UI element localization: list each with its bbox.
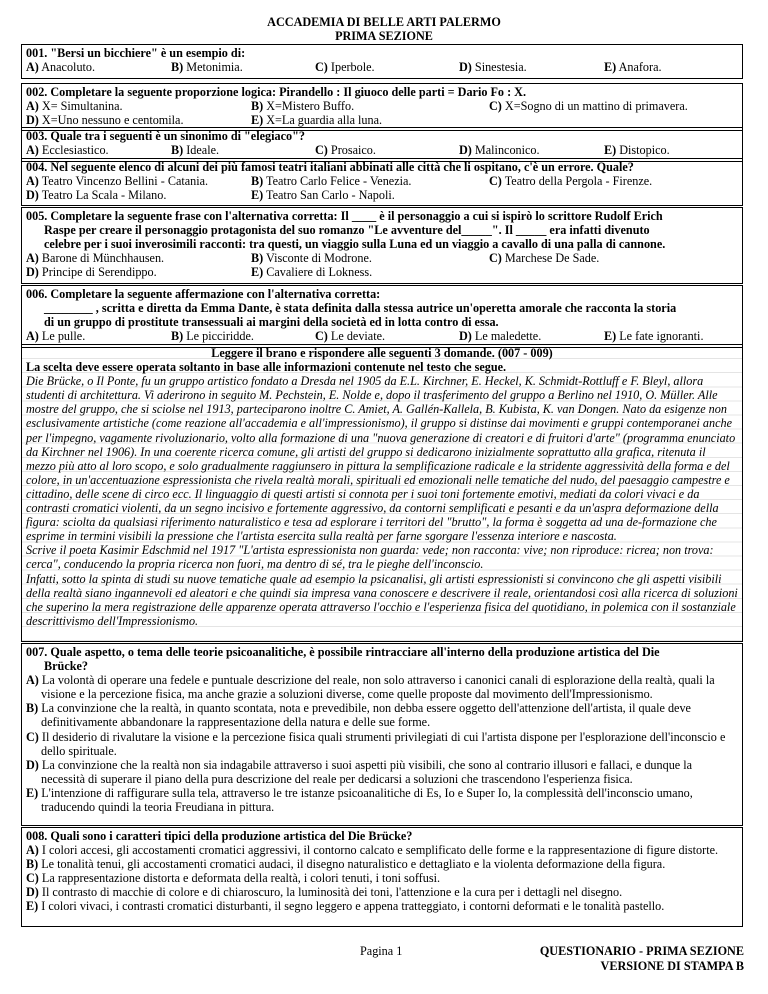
option-c: C) Prosaico. [315, 143, 376, 158]
question-text: 002. Completare la seguente proporzione logica: Pirandello : Il giuoco delle parti = Dario Fo : X. [26, 85, 527, 99]
option-b: B) Le tonalità tenui, gli accostamenti cromatici audaci, il disegno naturalistico e dettagliato e la violenta deformazione della figura. [26, 857, 666, 872]
option-d: D) Le maledette. [459, 329, 542, 344]
options-list [26, 673, 738, 814]
option-c: C) X=Sogno di un mattino di primavera. [489, 99, 688, 114]
option-b: B) Ideale. [171, 143, 220, 158]
question-text: 008. Quali sono i caratteri tipici della produzione artistica del Die Brücke? [26, 829, 413, 843]
option-a: A) Le pulle. [26, 329, 86, 344]
options-row [26, 329, 738, 343]
institution-title: ACCADEMIA DI BELLE ARTI PALERMO [267, 15, 501, 29]
option-e: E) L'intenzione di raffigurare sulla tela, attraverso le tre istanze psicoanalitiche di Es, Io e Super Io, la complessità dell'inconscio umano, traducendo quindi la teoria Freudiana in pittura. [26, 785, 693, 815]
option-d: D) Teatro La Scala - Milano. [26, 188, 167, 203]
question-001 [21, 44, 743, 79]
question-006 [21, 285, 743, 348]
option-b: B) X=Mistero Buffo. [251, 99, 355, 114]
question-text: 004. Nel seguente elenco di alcuni dei più famosi teatri italiani abbinati alle città che li ospitano, c'è un errore. Quale? [26, 160, 634, 174]
option-c: C) La rappresentazione distorta e deformata della realtà, i colori tenuti, i toni soffusi. [26, 871, 441, 886]
option-a: A) La volontà di operare una fedele e puntuale descrizione del reale, non solo attraverso i canonici canali di esplorazione della realtà, quali la visione e la percezione fisica, ma anche grazie a soluzioni diverse, come quelle proposte dal movimento dell'Impressionismo. [26, 673, 715, 702]
option-c: C) Le deviate. [315, 329, 386, 344]
question-008 [21, 827, 743, 927]
options-row [26, 60, 738, 74]
option-a: A) Teatro Vincenzo Bellini - Catania. [26, 174, 209, 189]
question-005 [21, 207, 743, 284]
option-a: A) Barone di Münchhausen. [26, 251, 165, 266]
question-002 [21, 83, 743, 131]
option-e: E) Le fate ignoranti. [604, 329, 704, 344]
passage-intro: Leggere il brano e rispondere alle seguenti 3 domande. (007 - 009) [211, 346, 553, 360]
option-d: D) X=Uno nessuno e centomila. [26, 113, 184, 128]
options-row [26, 265, 738, 279]
option-e: E) Distopico. [604, 143, 670, 158]
options-row [26, 143, 738, 157]
option-d: D) Sinestesia. [459, 60, 527, 75]
option-e: E) I colori vivaci, i contrasti cromatici disturbanti, il segno leggero e appena tratteggiato, i contorni deformati e le tonalità pastello. [26, 899, 665, 914]
page-number: Pagina 1 [360, 944, 403, 958]
question-text-cont: ________ , scritta e diretta da Emma Dante, è stata definita dalla stessa autrice un'operetta amorale che racconta la storia [44, 301, 677, 316]
question-text-cont: Raspe per creare il personaggio protagonista del suo romanzo "Le avventure del_____". Il _____ era infatti divenuto [44, 223, 650, 238]
options-row [26, 251, 738, 265]
question-text: 007. Quale aspetto, o tema delle teorie psicoanalitiche, è possibile rintracciare all'interno della produzione artistica del Die [26, 645, 660, 659]
question-text: 006. Completare la seguente affermazione con l'alternativa corretta: [26, 287, 381, 301]
option-d: D) La convinzione che la realtà non sia indagabile attraverso i suoi aspetti più visibili, che sono al contrario illusori e fallaci, e dunque la necessità di superare il piano della pura descrizione del reale per dedicarsi a soluzioni che trascendono l'esperienza fisica. [26, 757, 693, 786]
option-b: B) Teatro Carlo Felice - Venezia. [251, 174, 412, 189]
section-title: PRIMA SEZIONE [335, 29, 433, 43]
question-text: 005. Completare la seguente frase con l'alternativa corretta: Il ____ è il personaggio a cui si ispirò lo scrittore Rudolf Erich [26, 209, 663, 223]
question-text-cont: celebre per i suoi inverosimili racconti: tra questi, un viaggio sulla Luna ed un viaggio a cavallo di una palla di cannone. [44, 237, 666, 252]
options-row [26, 113, 738, 127]
option-a: A) Anacoluto. [26, 60, 96, 75]
option-a: A) X= Simultanina. [26, 99, 123, 114]
question-text: 001. "Bersi un bicchiere" è un esempio di: [26, 46, 246, 60]
option-d: D) Principe di Serendippo. [26, 265, 157, 280]
reading-passage [21, 344, 743, 642]
question-007 [21, 643, 743, 826]
options-row [26, 99, 738, 113]
passage-paragraph: Infatti, sotto la spinta di studi su nuove tematiche quale ad esempio la psicanalisi, gli artisti espressionisti si convincono che gli aspetti visibili della realtà siano ingannevoli ed aleatori e che quindi sia impresa vana conoscere e descrivere il reale, orientandosi così alla ricerca di soluzioni che superino la mera registrazione delle apparenze operata attraverso l'occhio e l'esperienza fisica del quotidiano, in polemica con il sostanziale descrittivismo dell'Impressionismo. [26, 571, 738, 628]
options-row [26, 188, 738, 202]
question-004 [21, 158, 743, 206]
option-b: B) La convinzione che la realtà, in quanto scontata, nota e prevedibile, non debba essere oggetto dell'attenzione dell'artista, il quale deve definitivamente abbandonare la rappresentazione della natura e delle sue forme. [26, 701, 691, 730]
option-a: A) I colori accesi, gli accostamenti cromatici aggressivi, il contorno calcato e semplificato delle forme e la rappresentazione di figure distorte. [26, 843, 719, 858]
option-b: B) Metonimia. [171, 60, 243, 75]
passage-paragraph: Die Brücke, o Il Ponte, fu un gruppo artistico fondato a Dresda nel 1905 da E.L. Kirchner, E. Heckel, K. Schmidt-Rottluff e F. Bleyl, allora studenti di architettura. Vi aderirono in seguito M. Pechstein, E. Nolde e, dopo il trasferimento del gruppo a Berlino nel 1910, O. Müller. Alle mostre del gruppo, che si sciolse nel 1913, parteciparono inoltre C. Amiet, A. Gallén-Kallela, B. Kubista, K. van Dongen. Nato da esigenze non esclusivamente artistiche (come reazione all'accademia e all'impressionismo), il gruppo si distinse dai movimenti e gruppi contemporanei anche per l'impegno, vagamente rivoluzionario, volto alla formazione di una "nuova generazione di creatori e di fruitori d'arte" (programma enunciato da Kirchner nel 1906). In una coerente ricerca comune, gli artisti del gruppo si dedicarono inizialmente soprattutto alla grafica, ritenuta il mezzo più atto al loro scopo, e solo gradualmente raggiunsero in pittura la semplificazione radicale e la stridente aggressività della forma e del colore, in un'accentuazione espressionista che rivela realtà morali, spirituali ed emozionali nelle tematiche del nudo, del paesaggio campestre e cittadino, delle scene di circo ecc. Il linguaggio di questi artisti si connota per i suoi toni fortemente emotivi, mediati da colori vivaci e da contrasti cromatici violenti, da un segno incisivo e fortemente aggressivo, da contorni semplificati e pesanti e da un'aspra deformazione della figura: sciolta da qualsiasi riferimento naturalistico e tesa ad esplorare i territori del "brutto", la forma è soggetta ad una de-formazione che esprime in termini visibili la pressione che l'artista esercita sulla realtà per farne sgorgare l'essenza interiore e nascosta. [26, 374, 736, 544]
option-e: E) Anafora. [604, 60, 662, 75]
option-c: C) Marchese De Sade. [489, 251, 600, 266]
passage-instruction: La scelta deve essere operata soltanto in base alle informazioni contenute nel testo che segue. [26, 360, 507, 375]
question-text: 003. Quale tra i seguenti è un sinonimo di "elegiaco"? [26, 129, 305, 143]
option-d: D) Il contrasto di macchie di colore e di chiaroscuro, la luminosità dei toni, l'attenzione e la cura per i dettagli nel disegno. [26, 885, 623, 900]
footer-print-version: VERSIONE DI STAMPA B [600, 959, 744, 973]
option-e: E) Cavaliere di Lokness. [251, 265, 373, 280]
option-c: C) Iperbole. [315, 60, 375, 75]
option-b: B) Le picciridde. [171, 329, 254, 344]
option-e: E) Teatro San Carlo - Napoli. [251, 188, 395, 203]
question-003 [21, 127, 743, 162]
option-a: A) Ecclesiastico. [26, 143, 109, 158]
options-list [26, 843, 738, 913]
question-text-cont: Brücke? [44, 659, 89, 674]
footer-title: QUESTIONARIO - PRIMA SEZIONE [539, 944, 744, 958]
option-d: D) Malinconico. [459, 143, 540, 158]
option-c: C) Il desiderio di rivalutare la visione e la percezione fisica quali strumenti privilegiati di cui l'artista dispone per l'esplorazione dell'inconscio e dello spirituale. [26, 729, 726, 758]
passage-body [26, 374, 738, 628]
option-c: C) Teatro della Pergola - Firenze. [489, 174, 653, 189]
footer-version [540, 944, 744, 974]
passage-paragraph: Scrive il poeta Kasimir Edschmid nel 1917 "L'artista espressionista non guarda: vede; non racconta: vive; non riproduce: ricrea; non trova: cerca", conducendo la propria ricerca non fuori, ma dentro di sé, tra le pieghe dell'inconscio. [26, 543, 714, 572]
option-b: B) Visconte di Modrone. [251, 251, 372, 266]
question-text-cont: di un gruppo di prostitute transessuali ai margini della società ed in lotta contro di essa. [44, 315, 499, 330]
options-row [26, 174, 738, 188]
option-e: E) X=La guardia alla luna. [251, 113, 383, 128]
